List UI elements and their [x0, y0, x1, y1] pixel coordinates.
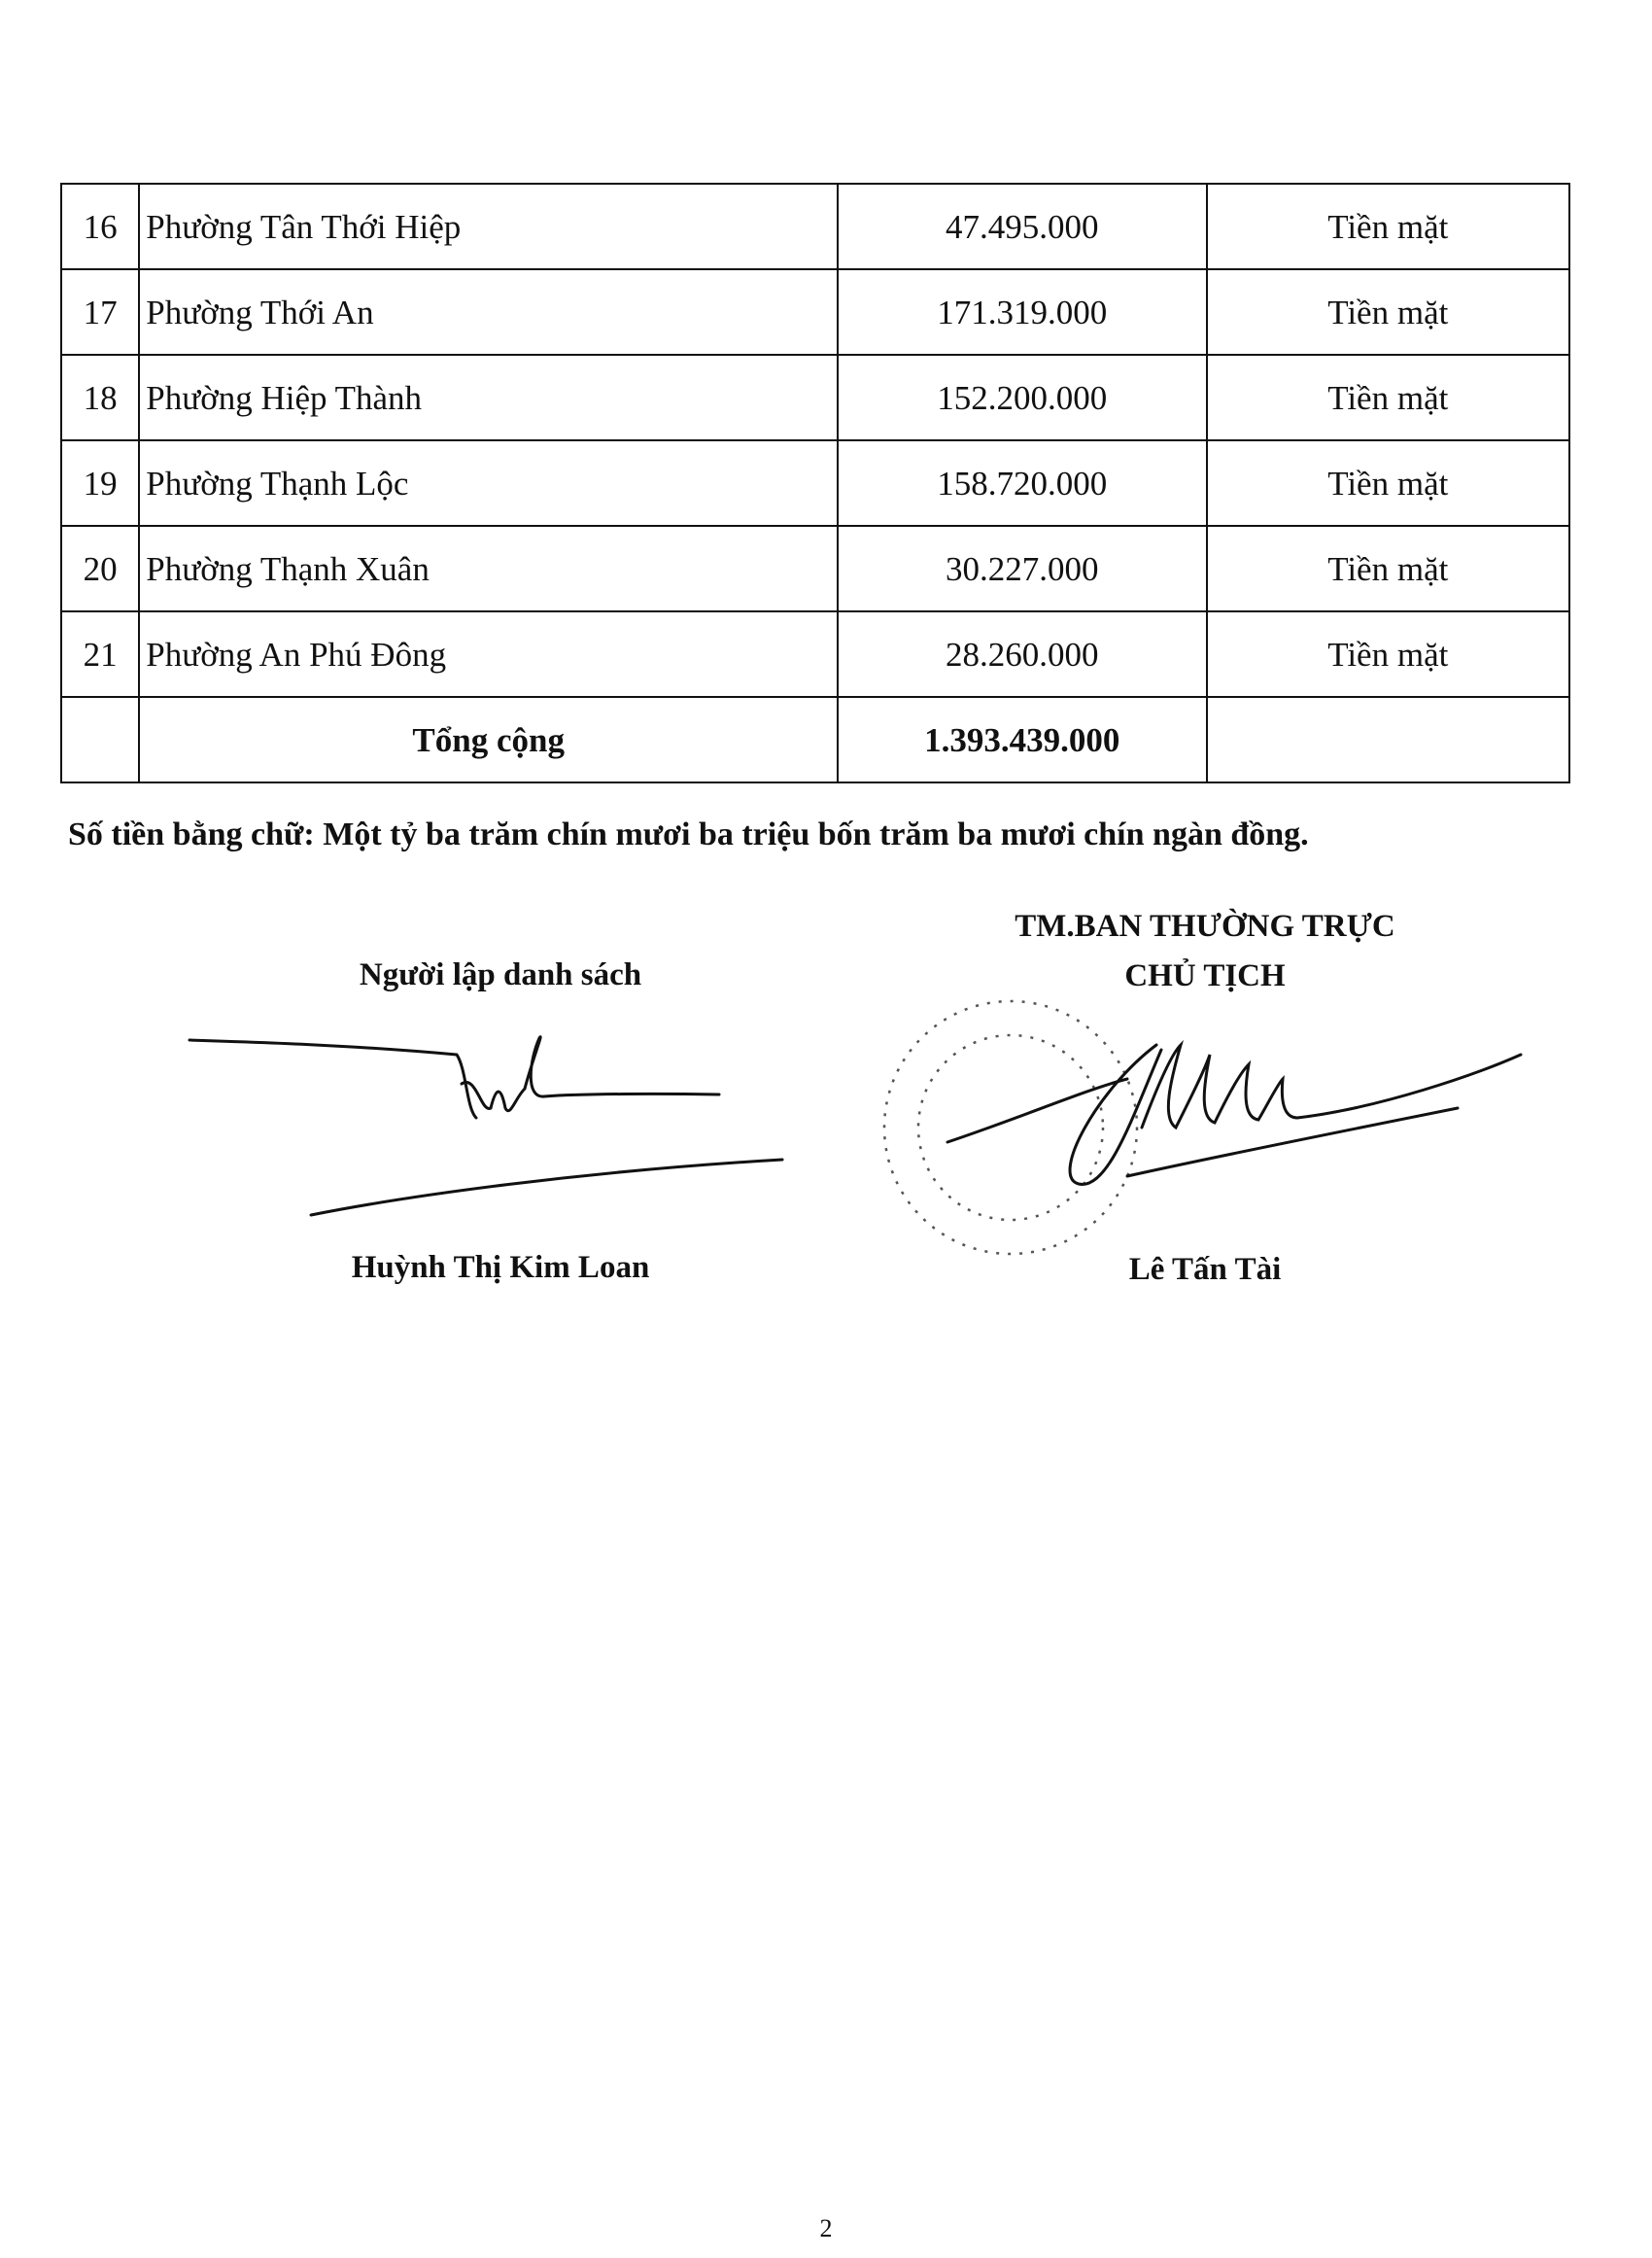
payment-method: Tiền mặt [1207, 440, 1569, 526]
amount: 152.200.000 [838, 355, 1206, 440]
total-amount: 1.393.439.000 [838, 697, 1206, 782]
total-empty-method [1207, 697, 1569, 782]
row-number: 17 [61, 269, 139, 355]
approver-name: Lê Tấn Tài [1128, 1252, 1282, 1287]
payment-method: Tiền mặt [1207, 269, 1569, 355]
row-number: 19 [61, 440, 139, 526]
payment-method: Tiền mặt [1207, 611, 1569, 697]
row-number: 20 [61, 526, 139, 611]
preparer-name: Huỳnh Thị Kim Loan [351, 1250, 650, 1285]
table-row [61, 526, 1569, 611]
payment-method: Tiền mặt [1207, 184, 1569, 269]
preparer-title: Người lập danh sách [359, 957, 642, 992]
amount: 171.319.000 [838, 269, 1206, 355]
row-number: 16 [61, 184, 139, 269]
page-number: 2 [819, 2214, 833, 2242]
table-row [61, 611, 1569, 697]
row-number: 18 [61, 355, 139, 440]
amount: 28.260.000 [838, 611, 1206, 697]
payment-method: Tiền mặt [1207, 526, 1569, 611]
payment-method: Tiền mặt [1207, 355, 1569, 440]
official-seal [884, 1001, 1137, 1254]
ward-name: Phường Thới An [139, 269, 838, 355]
approver-signature [947, 1045, 1521, 1184]
amount: 30.227.000 [838, 526, 1206, 611]
ward-name: Phường Tân Thới Hiệp [139, 184, 838, 269]
table-row [61, 184, 1569, 269]
total-row [61, 697, 1569, 782]
total-empty-cell [61, 697, 139, 782]
approver-position: CHỦ TỊCH [1124, 958, 1286, 993]
row-number: 21 [61, 611, 139, 697]
approver-title: TM.BAN THƯỜNG TRỰC [1015, 909, 1395, 944]
ward-name: Phường Hiệp Thành [139, 355, 838, 440]
ward-name: Phường Thạnh Xuân [139, 526, 838, 611]
support-list-table [60, 183, 1570, 783]
table-row [61, 269, 1569, 355]
ward-name: Phường An Phú Đông [139, 611, 838, 697]
amount: 158.720.000 [838, 440, 1206, 526]
total-label: Tổng cộng [139, 697, 838, 782]
amount-in-words: Số tiền bằng chữ: Một tỷ ba trăm chín mươi ba triệu bốn trăm ba mươi chín ngàn đồng. [68, 816, 1309, 852]
table-row [61, 355, 1569, 440]
table-row [61, 440, 1569, 526]
preparer-signature [189, 1037, 782, 1215]
amount: 47.495.000 [838, 184, 1206, 269]
ward-name: Phường Thạnh Lộc [139, 440, 838, 526]
